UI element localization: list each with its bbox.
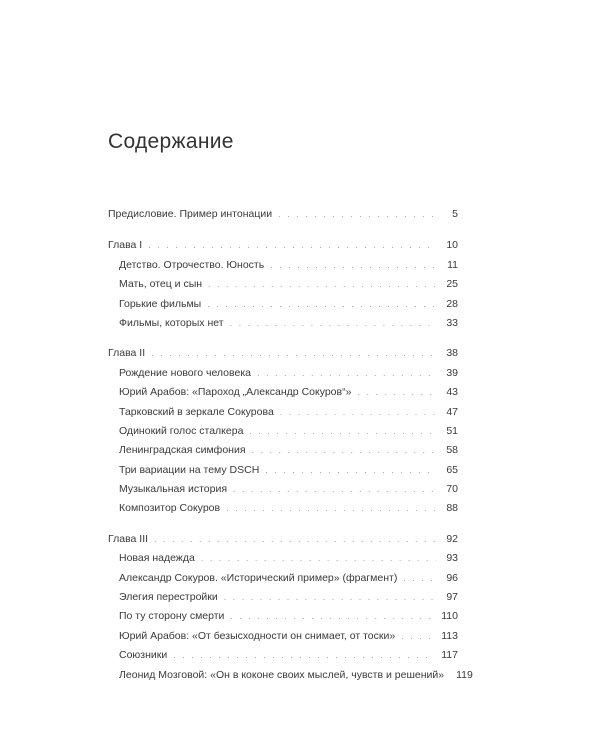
- toc-entry-label: Глава III: [108, 532, 149, 545]
- toc-page-number: 43: [446, 386, 458, 399]
- toc-entry[interactable]: [108, 364, 458, 383]
- dot-leader: [230, 314, 436, 333]
- toc-chapter-heading[interactable]: [108, 236, 458, 255]
- toc-entry[interactable]: [108, 646, 458, 665]
- toc-page-number: 113: [441, 629, 458, 642]
- toc-page-number: 97: [446, 591, 458, 604]
- dot-leader: [403, 569, 436, 588]
- dot-leader: [201, 549, 436, 568]
- dot-leader: [252, 441, 436, 460]
- toc-entry[interactable]: [108, 499, 458, 518]
- toc-entry-label: Ленинградская симфония: [119, 444, 246, 457]
- toc-page-number: 96: [446, 571, 458, 584]
- toc-entry-label: Союзники: [119, 649, 168, 662]
- table-of-contents: [108, 205, 473, 685]
- toc-entry-label: По ту сторону смерти: [119, 610, 225, 623]
- toc-page-number: 117: [441, 649, 458, 662]
- toc-entry-label: Тарковский в зеркале Сокурова: [119, 405, 274, 418]
- toc-page-number: 110: [441, 610, 458, 623]
- dot-leader: [278, 205, 436, 224]
- toc-page-number: 38: [446, 347, 458, 360]
- toc-entry-label: Музыкальная история: [119, 483, 228, 496]
- toc-page-number: 88: [446, 502, 458, 515]
- toc-page-number: 28: [446, 297, 458, 310]
- toc-entry[interactable]: [108, 295, 458, 314]
- dot-leader: [208, 275, 436, 294]
- toc-entry[interactable]: [108, 588, 458, 607]
- toc-entry-label: Одинокий голос сталкера: [119, 424, 244, 437]
- toc-entry-label: Юрий Арабов: «Пароход „Александр Сокуров“»: [119, 386, 352, 399]
- toc-entry-label: Александр Сокуров. «Исторический пример» (фрагмент): [119, 571, 398, 584]
- toc-entry[interactable]: [108, 256, 458, 275]
- toc-page-number: 58: [446, 444, 458, 457]
- dot-leader: [357, 383, 436, 402]
- toc-page-number: 70: [446, 483, 458, 496]
- toc-entry-label: Глава II: [108, 347, 146, 360]
- toc-page-number: 5: [452, 208, 458, 220]
- dot-leader: [270, 256, 436, 275]
- dot-leader: [257, 364, 436, 383]
- toc-page-number: 25: [446, 278, 458, 291]
- toc-entry-label: Предисловие. Пример интонации: [108, 208, 273, 220]
- dot-leader: [148, 236, 436, 255]
- dot-leader: [226, 499, 436, 518]
- page-title: Содержание: [108, 130, 234, 153]
- toc-entry[interactable]: [108, 314, 458, 333]
- toc-page-number: 93: [446, 552, 458, 565]
- toc-chapter-group: [108, 344, 458, 519]
- toc-entry-label: Юрий Арабов: «От безысходности он снимает, от тоски»: [119, 629, 396, 642]
- toc-entry[interactable]: [108, 569, 458, 588]
- toc-page-number: 119: [456, 668, 473, 681]
- toc-entry-label: Горькие фильмы: [119, 297, 202, 310]
- toc-entry[interactable]: [108, 607, 458, 626]
- toc-entry-label: Мать, отец и сын: [119, 278, 203, 291]
- toc-entry-label: Леонид Мозговой: «Он в коконе своих мыслей, чувств и решений»: [119, 668, 445, 681]
- toc-entry[interactable]: [108, 480, 458, 499]
- toc-entry[interactable]: [108, 275, 458, 294]
- dot-leader: [207, 295, 436, 314]
- toc-page-number: 65: [446, 463, 458, 476]
- toc-entry-label: Композитор Сокуров: [119, 502, 221, 515]
- toc-chapter-group: [108, 530, 473, 685]
- toc-entry[interactable]: [108, 441, 458, 460]
- toc-entry[interactable]: [108, 666, 473, 685]
- toc-entry[interactable]: [108, 422, 458, 441]
- toc-page-number: 33: [446, 316, 458, 329]
- toc-entry-label: Рождение нового человека: [119, 366, 251, 379]
- toc-chapter-group: [108, 236, 458, 333]
- toc-entry-label: Детство. Отрочество. Юность: [119, 258, 265, 271]
- dot-leader: [230, 607, 435, 626]
- toc-entry-label: Фильмы, которых нет: [119, 316, 224, 329]
- toc-page-number: 11: [447, 258, 458, 271]
- toc-chapter-heading[interactable]: [108, 344, 458, 363]
- toc-page-number: 10: [446, 239, 458, 252]
- toc-page-number: 39: [446, 366, 458, 379]
- toc-entry[interactable]: [108, 461, 458, 480]
- toc-entry-label: Глава I: [108, 239, 143, 252]
- dot-leader: [151, 344, 436, 363]
- dot-leader: [401, 627, 435, 646]
- toc-entry[interactable]: [108, 627, 458, 646]
- dot-leader: [173, 646, 435, 665]
- toc-entry-preface[interactable]: [108, 205, 458, 224]
- toc-entry[interactable]: [108, 383, 458, 402]
- toc-page-number: 92: [446, 532, 458, 545]
- toc-entry-label: Элегия перестройки: [119, 591, 218, 604]
- toc-entry-label: Три вариации на тему DSCH: [119, 463, 260, 476]
- toc-page-number: 47: [446, 405, 458, 418]
- toc-entry[interactable]: [108, 549, 458, 568]
- dot-leader: [224, 588, 436, 607]
- dot-leader: [154, 530, 436, 549]
- toc-entry[interactable]: [108, 403, 458, 422]
- toc-page-number: 51: [446, 424, 458, 437]
- toc-entry-label: Новая надежда: [119, 552, 195, 565]
- toc-chapter-heading[interactable]: [108, 530, 458, 549]
- dot-leader: [233, 480, 436, 499]
- dot-leader: [280, 403, 436, 422]
- dot-leader: [265, 461, 436, 480]
- dot-leader: [249, 422, 436, 441]
